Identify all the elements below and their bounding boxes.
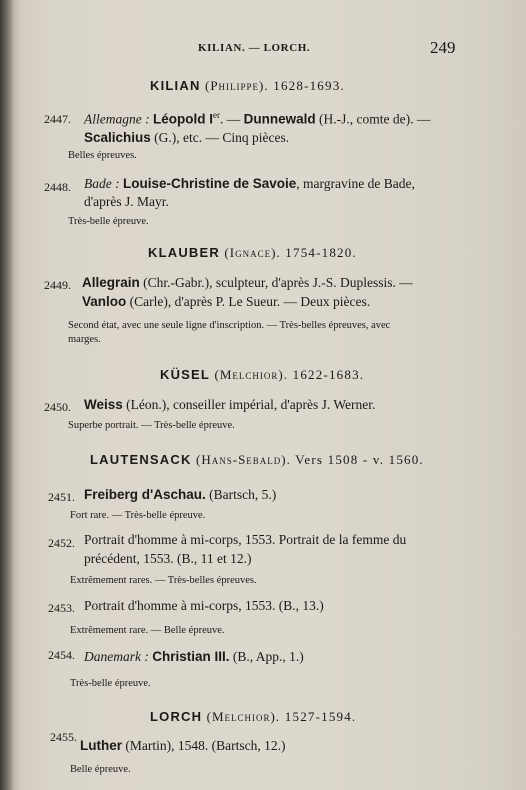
- running-head-title: KILIAN. — LORCH.: [198, 42, 311, 54]
- entry-note: Extrêmement rares. — Très-belles épreuves.: [70, 575, 257, 586]
- entry-number: 2455.: [50, 730, 77, 744]
- entry-number: 2451.: [48, 490, 75, 504]
- entry-line: Luther (Martin), 1548. (Bartsch, 12.): [80, 738, 286, 753]
- entry-line: Allemagne : Léopold Ier. — Dunnewald (H.-J., comte de). —: [84, 110, 431, 127]
- entry-note: Belle épreuve.: [70, 764, 131, 775]
- entry-note: Très-belle épreuve.: [68, 216, 149, 227]
- artist-heading: KLAUBER (Ignace). 1754-1820.: [148, 245, 357, 260]
- entry-line: d'après J. Mayr.: [84, 194, 169, 209]
- entry-line: Danemark : Christian III. (B., App., 1.): [84, 649, 304, 664]
- entry-note: Superbe portrait. — Très-belle épreuve.: [68, 420, 235, 431]
- entry-line: précédent, 1553. (B., 11 et 12.): [84, 551, 252, 566]
- entry-note: Très-belle épreuve.: [70, 678, 151, 689]
- artist-heading: LORCH (Melchior). 1527-1594.: [150, 709, 357, 724]
- running-head: [0, 38, 526, 62]
- page-number: 249: [430, 38, 456, 57]
- entry-number: 2453.: [48, 601, 75, 615]
- artist-heading: LAUTENSACK (Hans-Sebald). Vers 1508 - v. 1560.: [90, 452, 424, 467]
- entry-line: Freiberg d'Aschau. (Bartsch, 5.): [84, 487, 277, 502]
- entry-note: Belles épreuves.: [68, 150, 137, 161]
- entry-line: Weiss (Léon.), conseiller impérial, d'après J. Werner.: [84, 397, 376, 412]
- entry-number: 2450.: [44, 400, 71, 414]
- entry-line: Scalichius (G.), etc. — Cinq pièces.: [84, 130, 290, 145]
- entry-note: Second état, avec une seule ligne d'inscription. — Très-belles épreuves, avec: [68, 320, 391, 331]
- artist-heading: KÜSEL (Melchior). 1622-1683.: [160, 367, 365, 382]
- entry-note: Fort rare. — Très-belle épreuve.: [70, 510, 206, 521]
- entry-note: Extrêmement rare. — Belle épreuve.: [70, 625, 225, 636]
- entry-number: 2449.: [44, 278, 71, 292]
- entry-line: Portrait d'homme à mi-corps, 1553. (B., 13.): [84, 598, 324, 613]
- entry-number: 2447.: [44, 112, 71, 126]
- entry-line: Allegrain (Chr.-Gabr.), sculpteur, d'après J.-S. Duplessis. —: [82, 275, 413, 290]
- entry-number: 2454.: [48, 648, 75, 662]
- entry-number: 2448.: [44, 180, 71, 194]
- artist-heading: KILIAN (Philippe). 1628-1693.: [150, 78, 345, 93]
- entry-note: marges.: [68, 334, 101, 345]
- entry-line: Portrait d'homme à mi-corps, 1553. Portrait de la femme du: [84, 532, 407, 547]
- entry-number: 2452.: [48, 536, 75, 550]
- page-gutter-shadow: [0, 0, 14, 790]
- entry-line: Vanloo (Carle), d'après P. Le Sueur. — Deux pièces.: [82, 294, 371, 309]
- entry-line: Bade : Louise-Christine de Savoie, margravine de Bade,: [84, 176, 415, 191]
